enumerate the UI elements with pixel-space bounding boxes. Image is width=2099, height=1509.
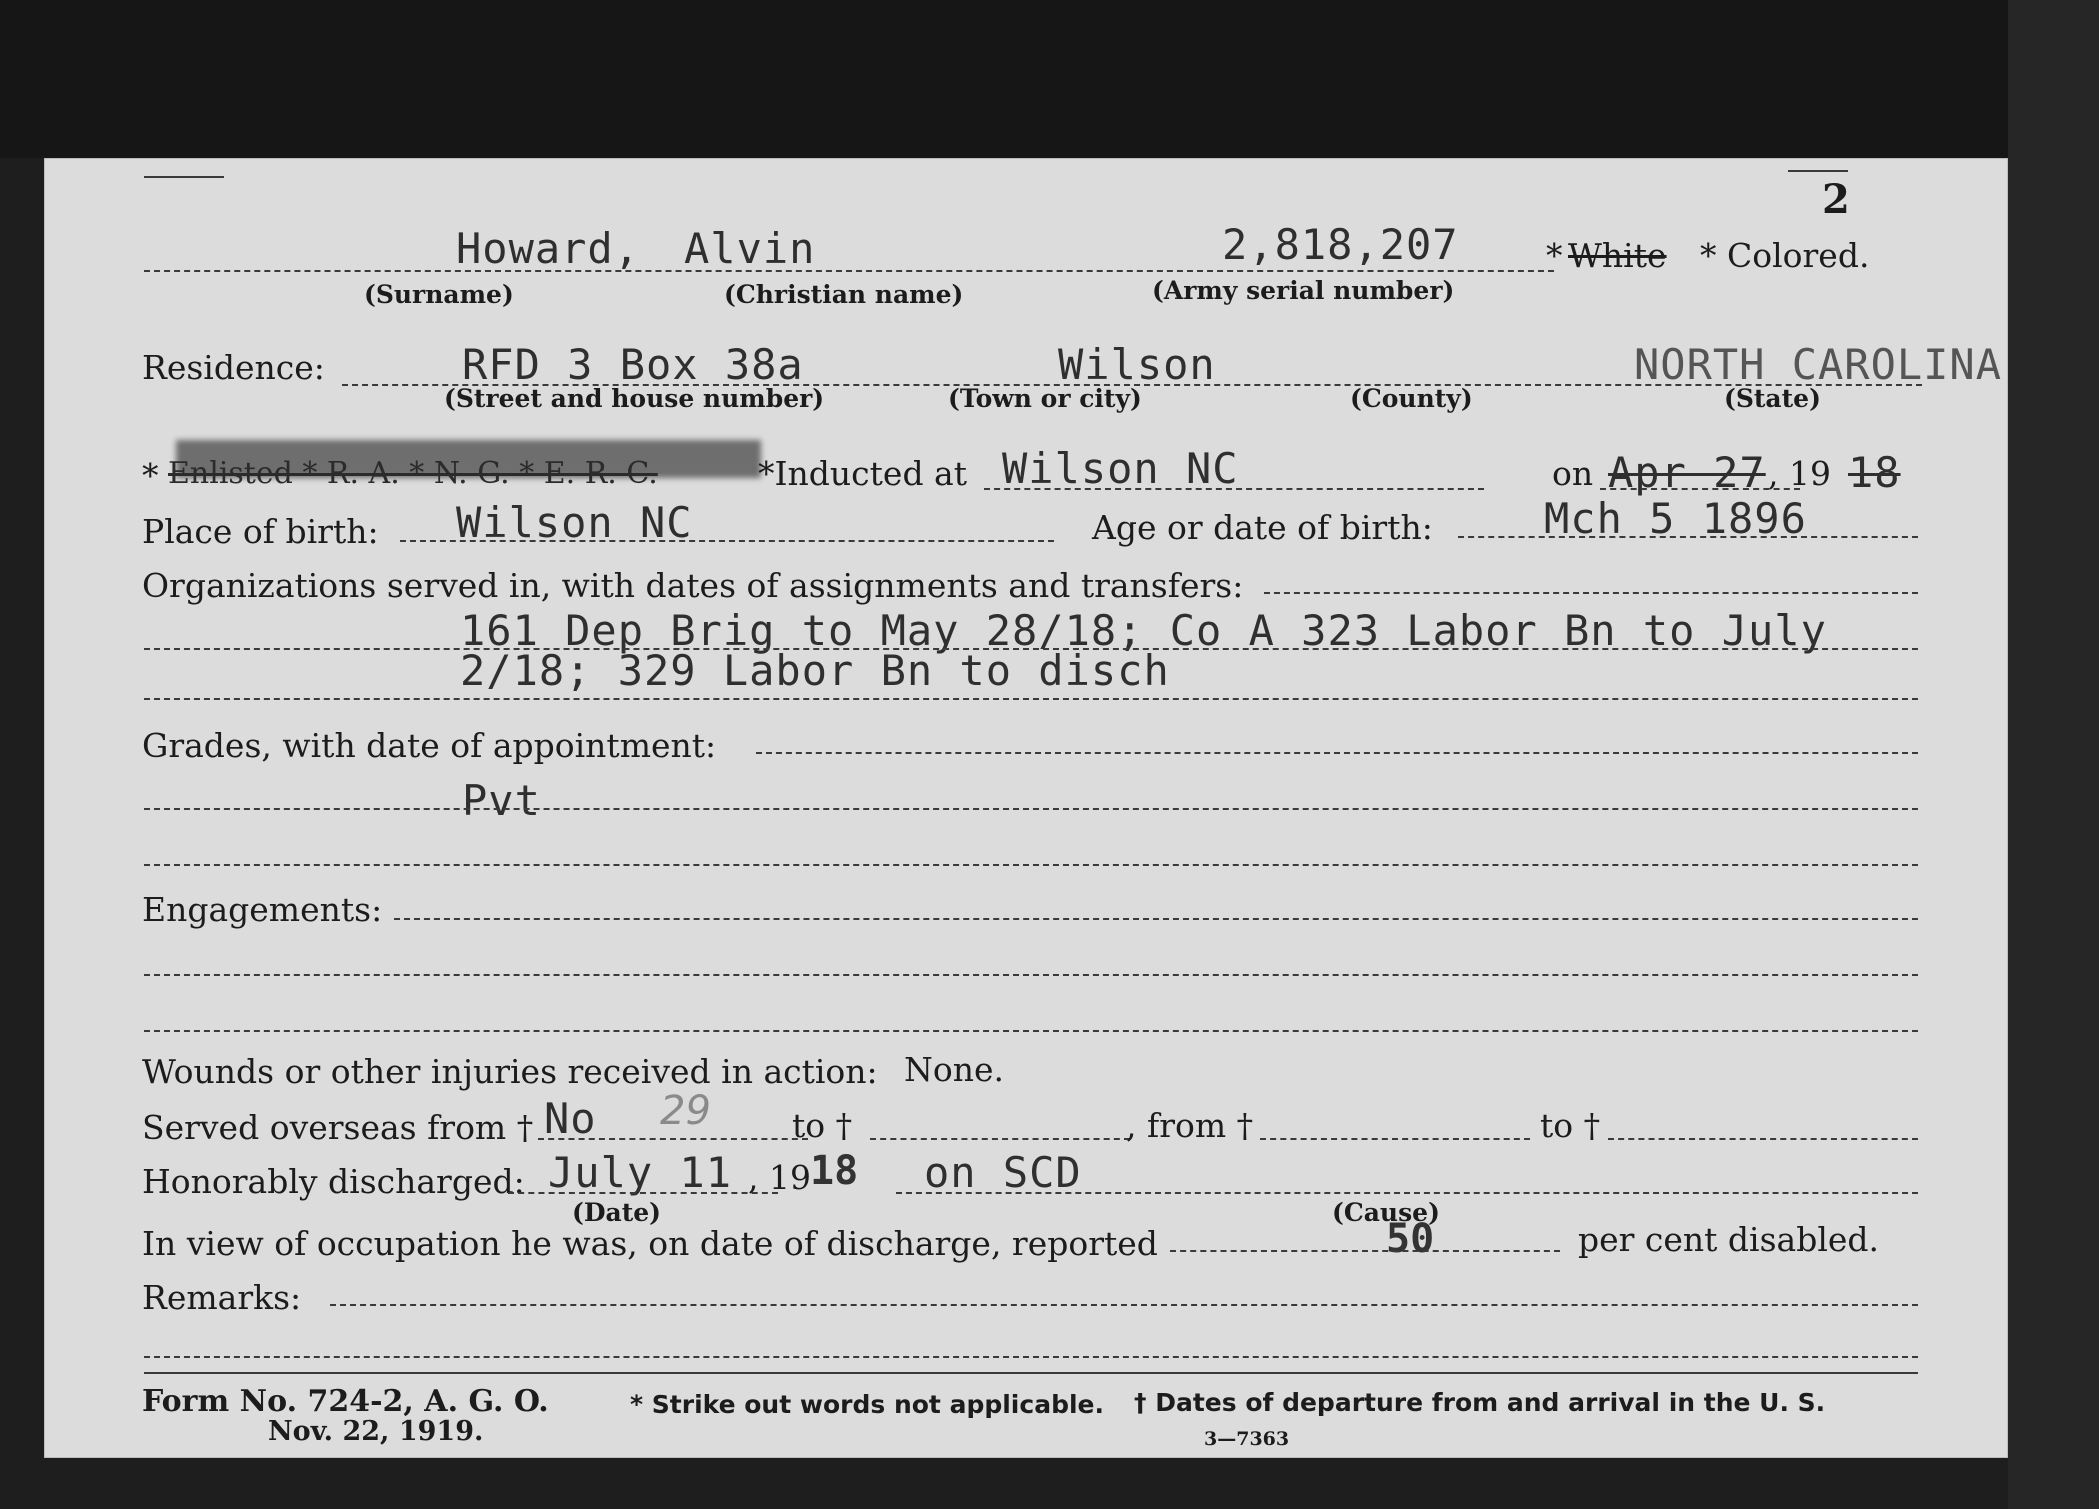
engagements-label: Engagements: — [142, 890, 383, 929]
race-white-struck: White — [1568, 236, 1667, 275]
overseas-from-line-2 — [1260, 1138, 1530, 1140]
grades-value: Pvt — [462, 776, 541, 825]
overseas-to-label-1: to † — [792, 1106, 853, 1145]
disability-line — [1170, 1250, 1560, 1252]
disability-suffix: per cent disabled. — [1578, 1220, 1880, 1259]
organizations-value-line-1: 161 Dep Brig to May 28/18; Co A 323 Labor Bn to July — [460, 606, 1827, 655]
grades-line-2 — [144, 808, 1918, 810]
inducted-at-line — [984, 488, 1484, 490]
service-record-card — [44, 158, 2008, 1458]
page-number: 2 — [1822, 176, 1850, 223]
engagements-line-1 — [394, 918, 1918, 920]
place-of-birth-label: Place of birth: — [142, 512, 379, 551]
disability-label: In view of occupation he was, on date of discharge, reported — [142, 1224, 1158, 1263]
discharge-label: Honorably discharged: — [142, 1162, 525, 1201]
induction-star: * — [142, 456, 159, 495]
serial-number-value: 2,818,207 — [1222, 220, 1459, 269]
form-number: Form No. 724-2, A. G. O. — [142, 1384, 549, 1419]
place-of-birth-line — [400, 540, 1054, 542]
form-date: Nov. 22, 1919. — [268, 1416, 484, 1447]
engagements-line-3 — [144, 1030, 1918, 1032]
age-label: Age or date of birth: — [1092, 508, 1433, 547]
organizations-line-3 — [144, 698, 1918, 700]
print-code: 3—7363 — [1204, 1428, 1290, 1450]
inducted-at-label: *Inducted at — [758, 454, 967, 493]
surname-value: Howard, — [456, 224, 641, 273]
dates-note: † Dates of departure from and arrival in the U. S. — [1134, 1388, 1826, 1417]
discharge-year-prefix: , 19 — [748, 1158, 811, 1197]
christian-name-value: Alvin — [684, 224, 816, 273]
inducted-on-label: on — [1552, 454, 1594, 493]
age-line — [1458, 536, 1918, 538]
organizations-line-1 — [1264, 592, 1918, 594]
inducted-year-value: 18 — [1848, 448, 1901, 497]
state-caption: (State) — [1724, 384, 1821, 413]
overseas-from-label-2: , from † — [1126, 1106, 1254, 1145]
age-value: Mch 5 1896 — [1544, 494, 1807, 543]
christian-name-caption: (Christian name) — [724, 280, 964, 309]
overseas-to-line-1 — [870, 1138, 1130, 1140]
race-star: * — [1546, 236, 1563, 275]
town-caption: (Town or city) — [948, 384, 1142, 413]
overseas-value: No — [544, 1094, 597, 1143]
overseas-pencil-mark: 29 — [660, 1088, 711, 1134]
inducted-date-value: Apr 27 — [1608, 448, 1766, 497]
state-value: NORTH CAROLINA — [1634, 340, 2003, 389]
enlisted-options-struck: Enlisted * R. A. * N. G. * E. R. C. — [168, 456, 658, 491]
street-caption: (Street and house number) — [444, 384, 825, 413]
engagements-line-2 — [144, 974, 1918, 976]
overseas-to-line-2 — [1608, 1138, 1918, 1140]
overseas-to-label-2: to † — [1540, 1106, 1601, 1145]
discharge-cause-value: on SCD — [924, 1148, 1082, 1197]
residence-label: Residence: — [142, 348, 325, 387]
inducted-year-prefix: , 19 — [1768, 454, 1831, 493]
overseas-from-line — [538, 1138, 808, 1140]
surname-caption: (Surname) — [364, 280, 514, 309]
name-line — [144, 270, 1554, 272]
discharge-date-value: July 11 — [548, 1148, 733, 1197]
discharge-date-caption: (Date) — [572, 1198, 661, 1227]
discharge-cause-caption: (Cause) — [1332, 1198, 1440, 1227]
remarks-line-2 — [144, 1356, 1918, 1358]
strike-note: * Strike out words not applicable. — [630, 1390, 1104, 1419]
wounds-label: Wounds or other injuries received in action: — [142, 1052, 878, 1091]
scanner-background-top — [0, 0, 2099, 158]
discharge-date-line — [508, 1192, 778, 1194]
town-value: Wilson — [1058, 340, 1216, 389]
grades-line-1 — [756, 752, 1918, 754]
race-colored: * Colored. — [1700, 236, 1870, 275]
organizations-value-line-2: 2/18; 329 Labor Bn to disch — [460, 646, 1170, 695]
corner-rule-left — [144, 176, 224, 178]
discharge-year-value: 18 — [810, 1148, 859, 1194]
scanner-background-right — [2008, 0, 2099, 1509]
grades-label: Grades, with date of appointment: — [142, 726, 717, 765]
disability-value: 50 — [1386, 1216, 1435, 1262]
organizations-label: Organizations served in, with dates of assignments and transfers: — [142, 566, 1244, 605]
serial-number-caption: (Army serial number) — [1152, 276, 1455, 305]
remarks-label: Remarks: — [142, 1278, 302, 1317]
corner-rule-right — [1788, 170, 1848, 172]
discharge-cause-line — [896, 1192, 1918, 1194]
county-caption: (County) — [1350, 384, 1473, 413]
street-value: RFD 3 Box 38a — [462, 340, 804, 389]
overseas-label: Served overseas from † — [142, 1108, 534, 1147]
footer-rule — [144, 1372, 1918, 1374]
place-of-birth-value: Wilson NC — [456, 498, 693, 547]
remarks-line-1 — [330, 1304, 1918, 1306]
grades-line-3 — [144, 864, 1918, 866]
inducted-at-value: Wilson NC — [1002, 444, 1239, 493]
wounds-value: None. — [904, 1050, 1005, 1089]
